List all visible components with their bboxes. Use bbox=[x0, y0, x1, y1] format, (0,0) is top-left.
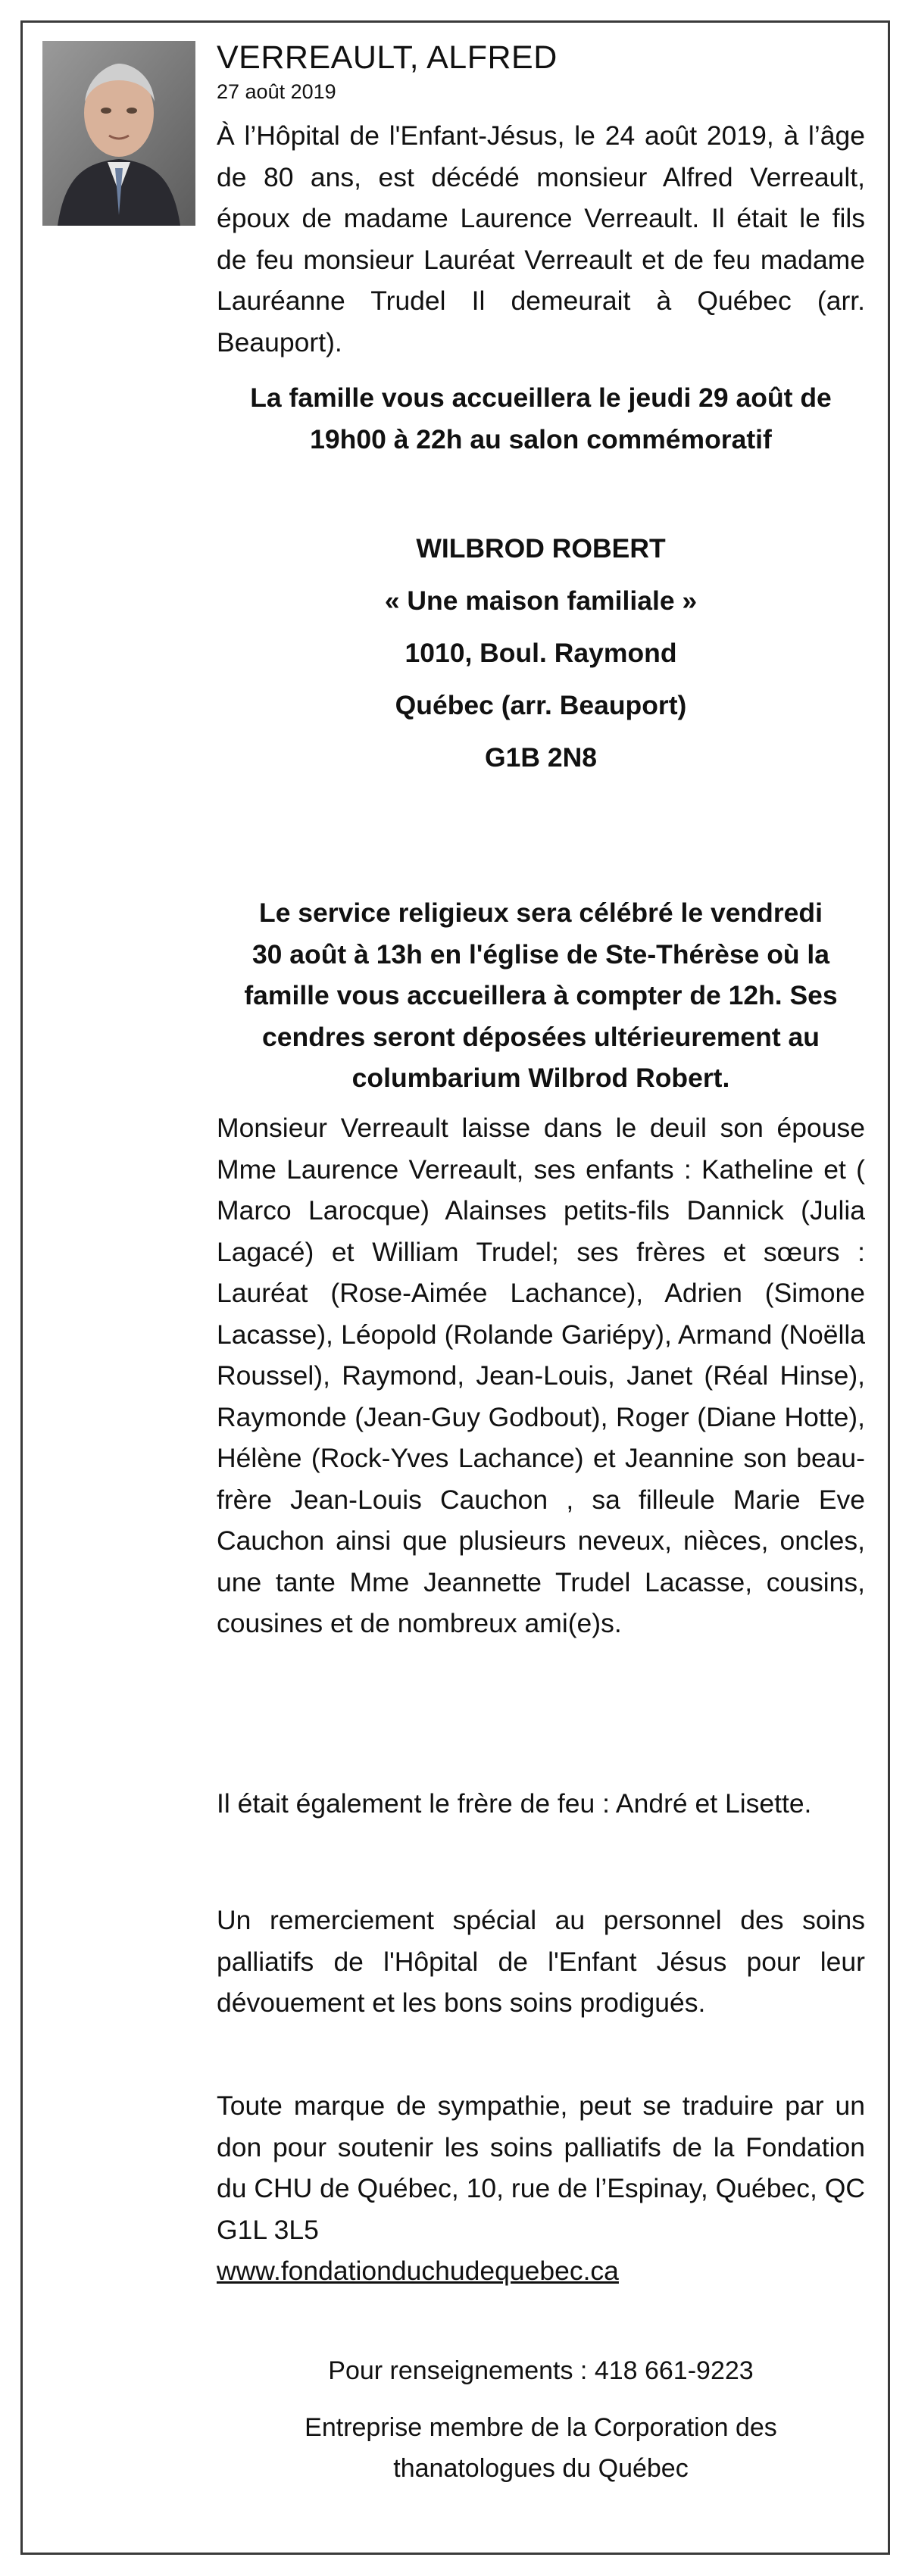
predeceased-paragraph: Il était également le frère de feu : André et Lisette. bbox=[217, 1788, 812, 1819]
funeral-home-street: 1010, Boul. Raymond bbox=[405, 638, 677, 668]
corporation-membership-line1: Entreprise membre de la Corporation des bbox=[305, 2413, 777, 2442]
funeral-home-postal: G1B 2N8 bbox=[485, 742, 597, 773]
death-announcement: À l’Hôpital de l'Enfant-Jésus, le 24 août 2019, à l’âge de 80 ans, est décédé monsieur Alfred Verreault, époux de madame Laurence Verreault. Il était le fils de feu monsieur Lauréat Verreault et de feu madame Lauréanne Trudel Il demeurait à Québec (arr. Beauport). bbox=[217, 120, 865, 358]
deceased-name: VERREAULT, ALFRED bbox=[217, 39, 558, 76]
corporation-membership-line2: thanatologues du Québec bbox=[393, 2454, 689, 2483]
funeral-home-name: WILBROD ROBERT bbox=[416, 533, 666, 564]
foundation-website-link[interactable]: www.fondationduchudequebec.ca bbox=[217, 2256, 619, 2286]
funeral-home-address bbox=[212, 523, 870, 784]
funeral-home-tagline: « Une maison familiale » bbox=[384, 585, 698, 616]
religious-service-notice: Le service religieux sera célébré le vendredi 30 août à 13h en l'église de Ste-Thérèse où la famille vous accueillera à compter de 12h. Ses cendres seront déposées ultérieurement au columbarium Wilbrod Robert. bbox=[244, 898, 838, 1093]
contact-phone: Pour renseignements : 418 661-9223 bbox=[328, 2356, 754, 2385]
donation-paragraph: Toute marque de sympathie, peut se traduire par un don pour soutenir les soins palliatifs de la Fondation du CHU de Québec, 10, rue de l’Espinay, Québec, QC G1L 3L5 bbox=[217, 2090, 865, 2245]
survivors-paragraph: Monsieur Verreault laisse dans le deuil son épouse Mme Laurence Verreault, ses enfants : Katheline et ( Marco Larocque) Alainses petits-fils Dannick (Julia Lagacé) et William Trudel; ses frères et sœurs : Lauréat (Rose-Aimée Lachance), Adrien (Simone Lacasse), Léopold (Rolande Gariépy), Armand (Noëlla Roussel), Raymond, Jean-Louis, Janet (Réal Hinse), Raymonde (Jean-Guy Godbout), Roger (Diane Hotte), Hélène (Rock-Yves Lachance) et Jeannine son beau-frère Jean-Louis Cauchon , sa filleule Marie Eve Cauchon ainsi que plusieurs neveux, nièces, oncles, une tante Mme Jeannette Trudel Lacasse, cousins, cousines et de nombreux ami(e)s. bbox=[217, 1113, 865, 1638]
thanks-paragraph: Un remerciement spécial au personnel des soins palliatifs de l'Hôpital de l'Enfant Jésus pour leur dévouement et les bons soins prodigués. bbox=[217, 1905, 865, 2018]
notice-date: 27 août 2019 bbox=[217, 80, 336, 103]
portrait-photo bbox=[42, 41, 195, 226]
funeral-home-city: Québec (arr. Beauport) bbox=[395, 690, 687, 720]
visitation-notice: La famille vous accueillera le jeudi 29 août de 19h00 à 22h au salon commémoratif bbox=[250, 382, 832, 454]
